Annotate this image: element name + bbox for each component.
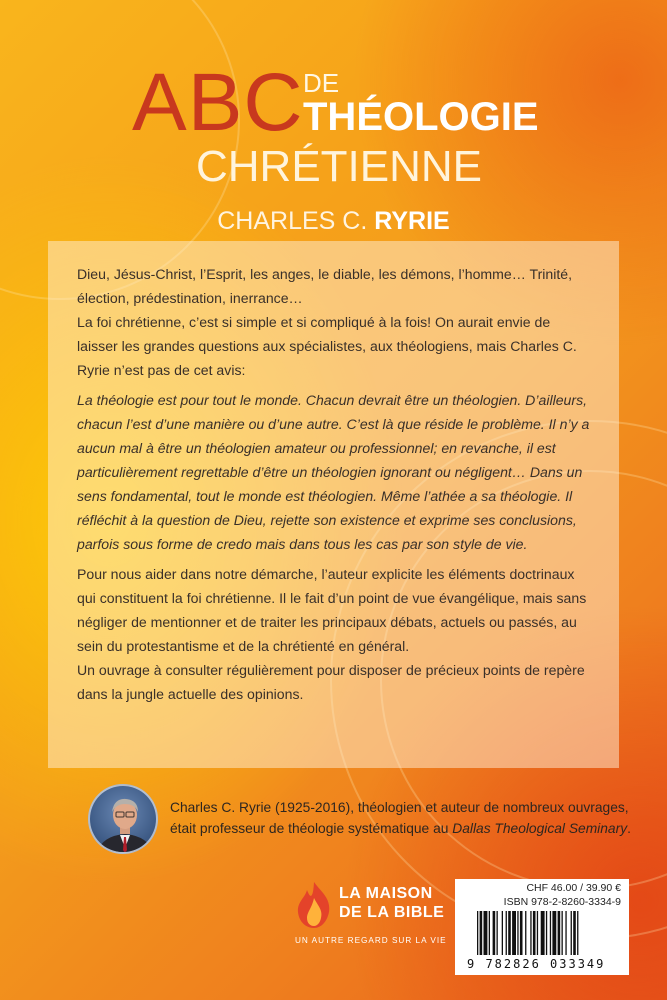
barcode-bar xyxy=(571,911,572,955)
barcode-box xyxy=(455,879,629,975)
barcode-bar xyxy=(517,911,518,955)
title-de: DE xyxy=(303,68,340,98)
barcode-bar xyxy=(573,911,576,955)
barcode-bar xyxy=(520,911,523,955)
barcode-bar xyxy=(558,911,561,955)
barcode-bar xyxy=(533,911,536,955)
description-panel xyxy=(48,241,619,768)
isbn-label: ISBN 978-2-8260-3334-9 xyxy=(503,896,621,908)
description-paragraph: Un ouvrage à consulter régulièrement pour disposer de précieux points de repère dans la jungle actuelle des opinions. xyxy=(77,662,585,702)
description-paragraph: La foi chrétienne, c’est si simple et si compliqué à la fois! On aurait envie de laisser les grandes questions aux spécialistes, aux théologiens, mais Charles C. Ryrie n’est pas de cet avis: xyxy=(77,314,577,378)
barcode-bar xyxy=(541,911,545,955)
description-paragraph: Dieu, Jésus-Christ, l’Esprit, les anges, le diable, les démons, l’homme… Trinité, élection, prédestination, inerrance… xyxy=(77,266,573,306)
barcode-icon xyxy=(477,911,617,957)
barcode-bar xyxy=(477,911,478,955)
barcode-bar xyxy=(562,911,563,955)
description-quote: La théologie est pour tout le monde. Chacun devrait être un théologien. D’ailleurs, chacun l’est d’une manière ou d’une autre. C’est là que réside le problème. Il n’y a aucun mal à être un théologien amateur ou professionnel; en revanche, il est particulièrement regrettable d’être un théologien ignorant ou négligent… Dans un sens fondamental, tout le monde est théologien. Même l’athée a sa théologie. Il réfléchit à la question de Dieu, rejette son existence et exprime ses conclusions, parfois sous forme de credo mais dans tous les cas par son style de vie. xyxy=(77,392,590,552)
barcode-bar xyxy=(512,911,516,955)
description-paragraph: Pour nous aider dans notre démarche, l’auteur explicite les éléments doctrinaux qui constituent la foi chrétienne. Il le fait d’un point de vue évangélique, mais sans négliger de mentionner et de traiter les principaux débats, actuels ou passés, au sein du protestantisme et de la chrétienté en général. xyxy=(77,566,587,654)
barcode-bar xyxy=(525,911,526,955)
author-bio xyxy=(170,797,640,839)
publisher-name-line1: LA MAISON xyxy=(339,885,433,902)
author-first-name: CHARLES C. xyxy=(217,207,368,235)
flame-icon xyxy=(293,880,335,930)
barcode-bar xyxy=(546,911,547,955)
author-photo xyxy=(88,784,158,854)
barcode-bar xyxy=(577,911,578,955)
title-theologie: THÉOLOGIE xyxy=(303,95,539,139)
title-abc: ABC xyxy=(132,57,304,148)
barcode-bar xyxy=(508,911,511,955)
barcode-bar xyxy=(506,911,507,955)
barcode-bar xyxy=(497,911,498,955)
barcode-bar xyxy=(537,911,538,955)
barcode-bar xyxy=(489,911,490,955)
ean-number: 9 782826 033349 xyxy=(467,957,606,971)
barcode-bar xyxy=(502,911,503,955)
publisher-tagline: UN AUTRE REGARD SUR LA VIE xyxy=(295,936,447,945)
publisher-name-line2: DE LA BIBLE xyxy=(339,904,445,921)
barcode-bar xyxy=(550,911,551,955)
barcode-bar xyxy=(552,911,556,955)
author-last-name: RYRIE xyxy=(374,207,450,235)
barcode-bar xyxy=(484,911,488,955)
price-label: CHF 46.00 / 39.90 € xyxy=(526,882,621,894)
barcode-bar xyxy=(565,911,566,955)
author-portrait-icon xyxy=(90,786,158,854)
title-chretienne: CHRÉTIENNE xyxy=(196,142,483,191)
barcode-bar xyxy=(480,911,483,955)
author-bio-text: Charles C. Ryrie (1925-2016), théologien et auteur de nombreux ouvrages, était professeur de théologie systématique au xyxy=(170,800,629,836)
barcode-bar xyxy=(493,911,496,955)
author-bio-end: . xyxy=(627,821,631,836)
author-bio-institution: Dallas Theological Seminary xyxy=(452,821,628,836)
barcode-bar xyxy=(530,911,531,955)
publisher-logo xyxy=(293,880,447,975)
author-name xyxy=(0,207,667,236)
